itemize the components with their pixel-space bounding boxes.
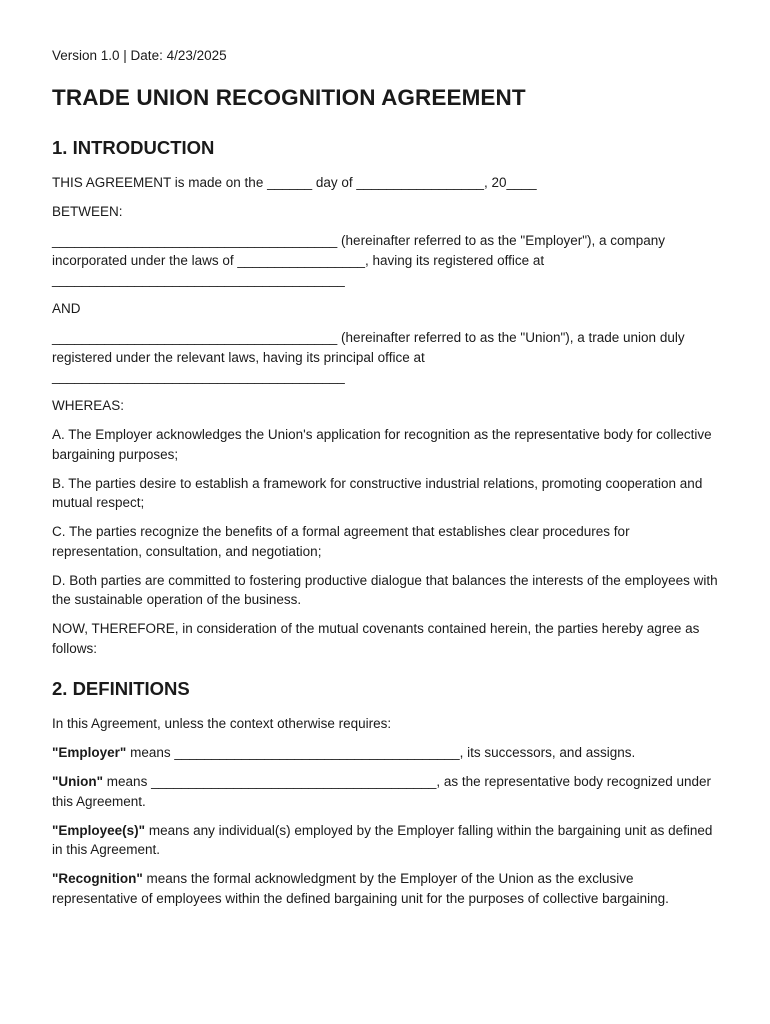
- definition-term: "Union": [52, 774, 104, 789]
- union-party-clause: ______________________________________ (hereinafter referred to as the "Union"), a trade union duly registered under the relevant laws, having its principal office at _______________________________________: [52, 330, 685, 384]
- definitions-intro: In this Agreement, unless the context otherwise requires:: [52, 716, 392, 731]
- definition-text: means any individual(s) employed by the Employer falling within the bargaining unit as defined in this Agreement.: [52, 822, 713, 857]
- recital-b: B. The parties desire to establish a framework for constructive industrial relations, promoting cooperation and mutual respect;: [52, 475, 703, 510]
- employer-party-clause: ______________________________________ (hereinafter referred to as the "Employer"), a company incorporated under the laws of _________________, having its registered office at _______________________________________: [52, 233, 666, 287]
- definition-term: "Recognition": [52, 871, 143, 886]
- definition-text: means the formal acknowledgment by the Employer of the Union as the exclusive representative of employees within the defined bargaining unit for the purposes of collective bargaining.: [52, 871, 669, 906]
- recital-c: C. The parties recognize the benefits of a formal agreement that establishes clear procedures for representation, consultation, and negotiation;: [52, 524, 630, 559]
- definition-term: "Employer": [52, 745, 127, 760]
- definition-employer: [52, 743, 718, 763]
- agreement-date-line: THIS AGREEMENT is made on the ______ day of _________________, 20____: [52, 175, 537, 190]
- definition-text: means ______________________________________, its successors, and assigns.: [126, 745, 636, 760]
- recital-a: A. The Employer acknowledges the Union's application for recognition as the representative body for collective bargaining purposes;: [52, 427, 712, 462]
- definition-recognition: [52, 869, 718, 908]
- between-label: BETWEEN:: [52, 204, 123, 219]
- section-heading-definitions: 2. DEFINITIONS: [52, 678, 190, 699]
- version-date-line: Version 1.0 | Date: 4/23/2025: [52, 48, 227, 63]
- and-label: AND: [52, 301, 81, 316]
- definition-text: means ______________________________________, as the representative body recognized under this Agreement.: [52, 774, 712, 809]
- document-title: TRADE UNION RECOGNITION AGREEMENT: [52, 85, 526, 110]
- recital-d: D. Both parties are committed to fostering productive dialogue that balances the interests of the employees with the sustainable operation of the business.: [52, 572, 718, 607]
- section-heading-introduction: 1. INTRODUCTION: [52, 137, 215, 158]
- definition-employees: [52, 821, 718, 860]
- whereas-label: WHEREAS:: [52, 398, 125, 413]
- definition-term: "Employee(s)": [52, 822, 146, 838]
- now-therefore-clause: NOW, THEREFORE, in consideration of the mutual covenants contained herein, the parties hereby agree as follows:: [52, 621, 700, 656]
- definition-union: [52, 772, 718, 811]
